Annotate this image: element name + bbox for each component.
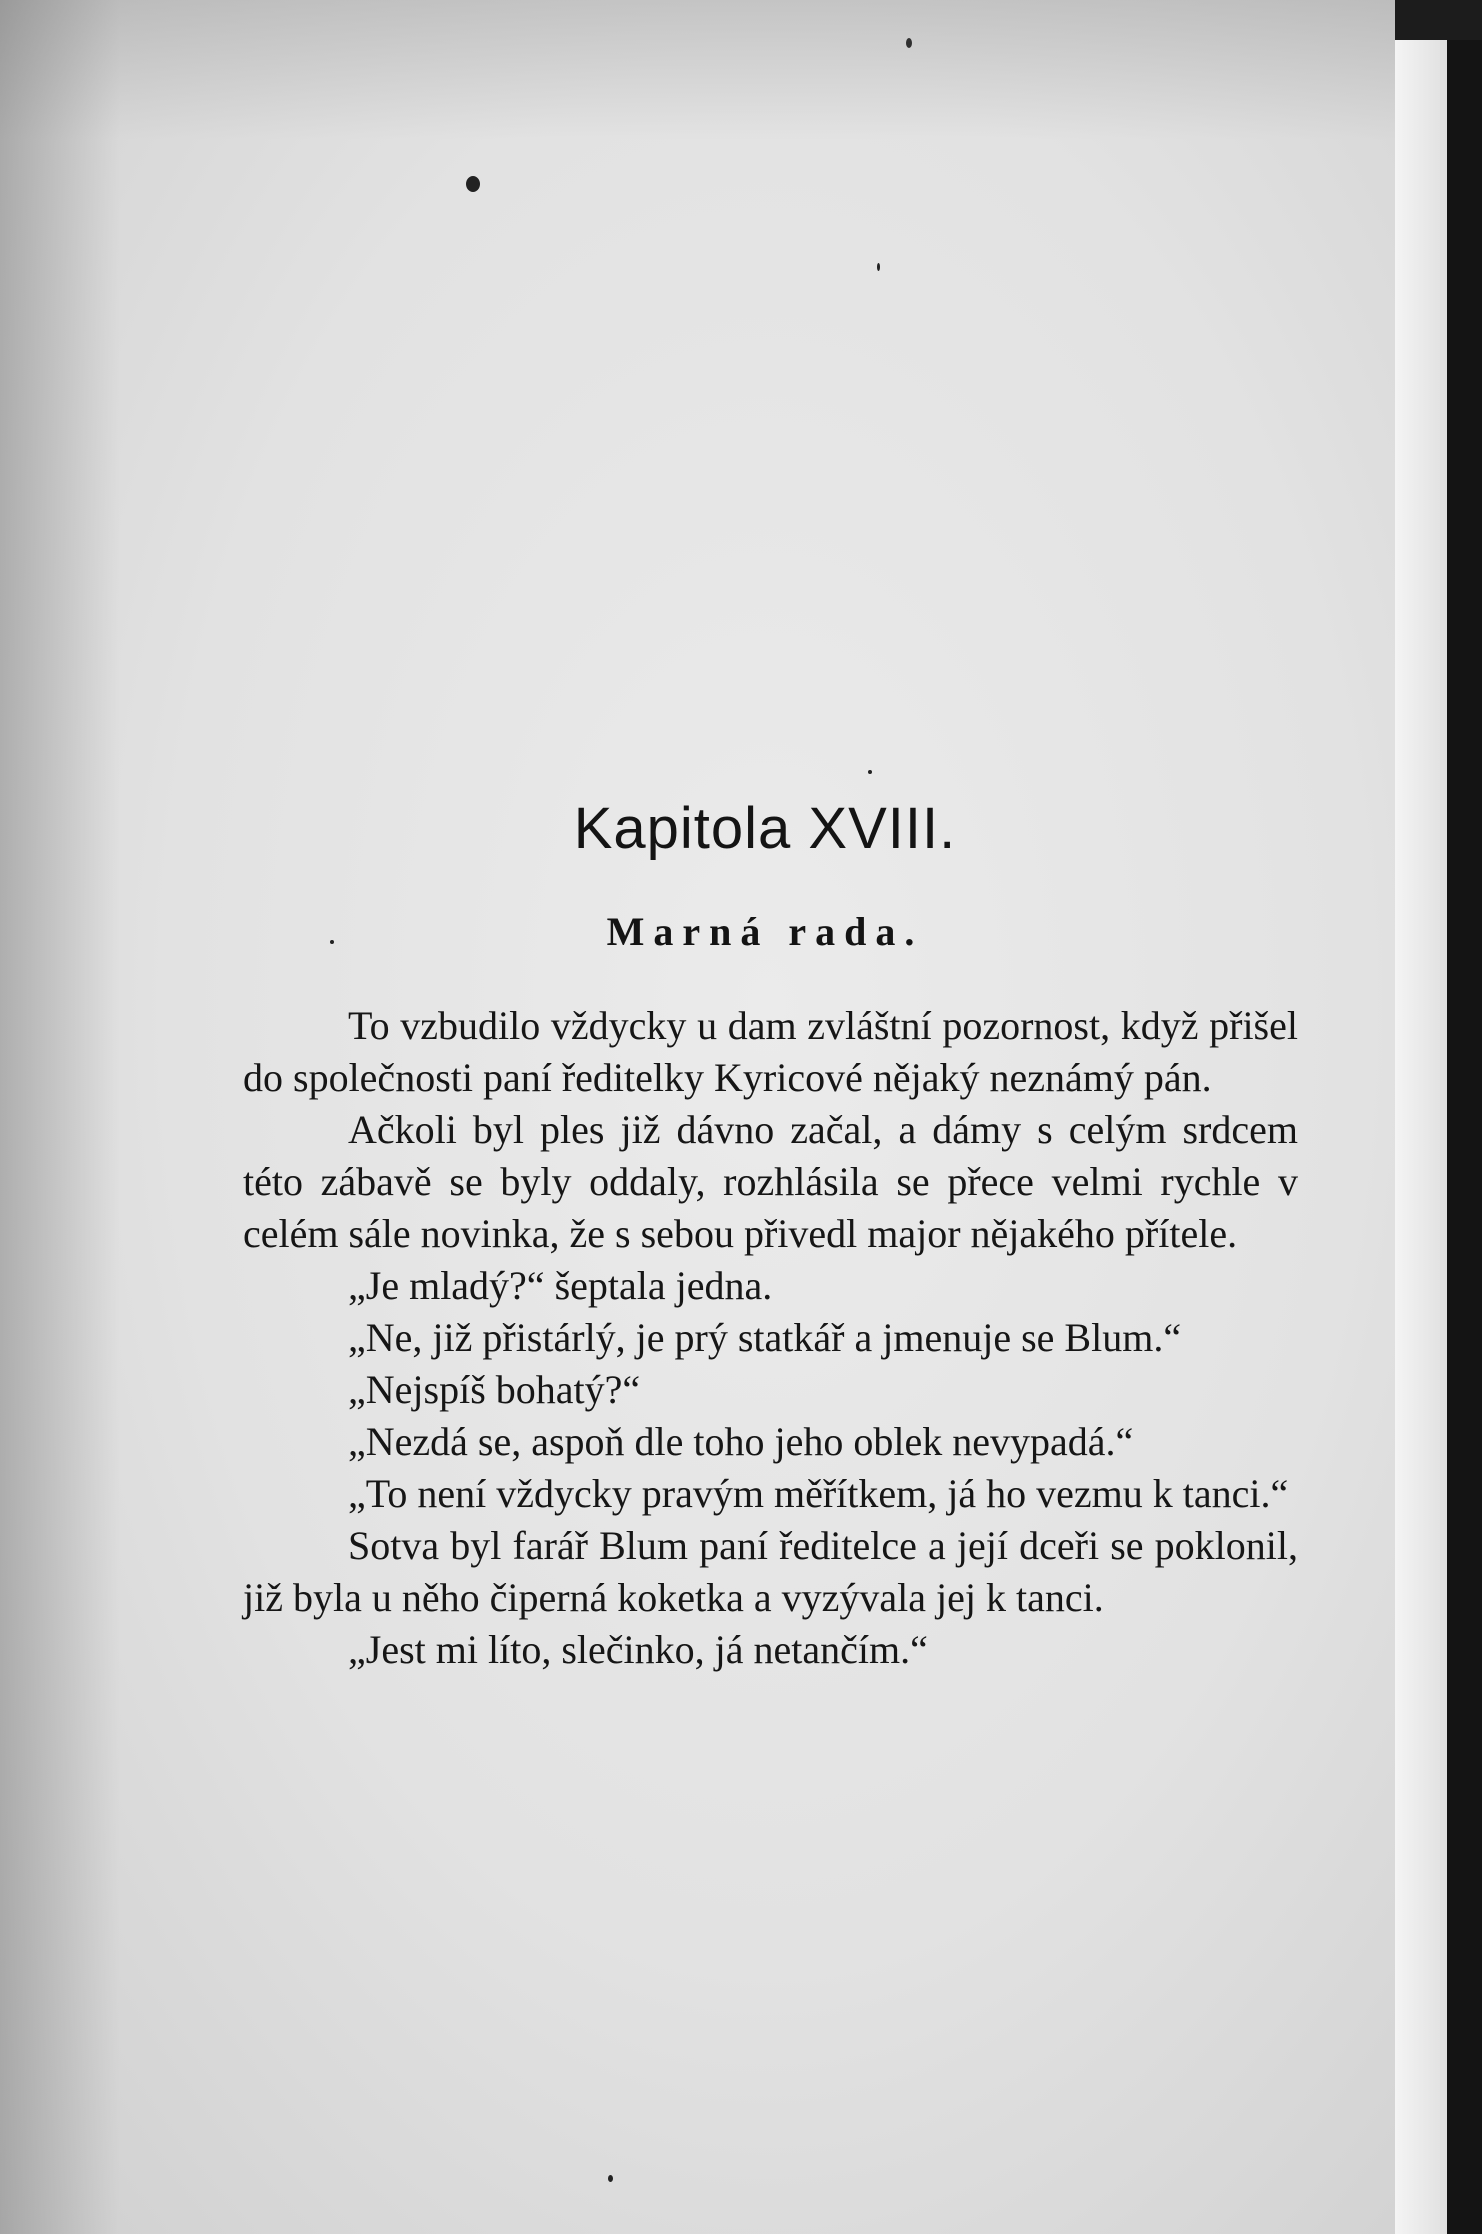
ink-speck <box>868 770 872 774</box>
paragraph: „Nezdá se, aspoň dle toho jeho oblek nevypadá.“ <box>348 1419 1134 1464</box>
paragraph: „Nejspíš bohatý?“ <box>348 1367 641 1412</box>
ink-speck <box>877 263 880 271</box>
chapter-title: Kapitola XVIII. <box>573 796 957 861</box>
ink-speck <box>608 2175 613 2182</box>
paragraph: Ačkoli byl ples již dávno začal, a dámy s celým srdcem této zábavě se byly oddaly, rozhlásila se přece velmi rychle v celém sále novinka, že s sebou přivedl major nějakého přítele. <box>243 1107 1298 1256</box>
ink-speck <box>466 176 480 192</box>
paragraph: Sotva byl farář Blum paní ředitelce a její dceři se poklonil, již byla u něho čiperná koketka a vyzývala jej k tanci. <box>243 1523 1298 1620</box>
chapter-body <box>243 1000 1298 1676</box>
paragraph: „Ne, již přistárlý, je prý statkář a jmenuje se Blum.“ <box>348 1315 1182 1360</box>
paragraph: „To není vždycky pravým měřítkem, já ho vezmu k tanci.“ <box>348 1471 1289 1516</box>
paragraph: „Je mladý?“ šeptala jedna. <box>348 1263 773 1308</box>
paragraph: „Jest mi líto, slečinko, já netančím.“ <box>348 1627 928 1672</box>
book-spine <box>1395 40 1447 2234</box>
paragraph: To vzbudilo vždycky u dam zvláštní pozornost, když přišel do společnosti paní ředitelky Kyricové nějaký neznámý pán. <box>243 1003 1298 1100</box>
ink-speck <box>906 38 912 48</box>
chapter-subtitle: Marná rada. <box>606 909 924 954</box>
scan-edge <box>1447 40 1482 2234</box>
